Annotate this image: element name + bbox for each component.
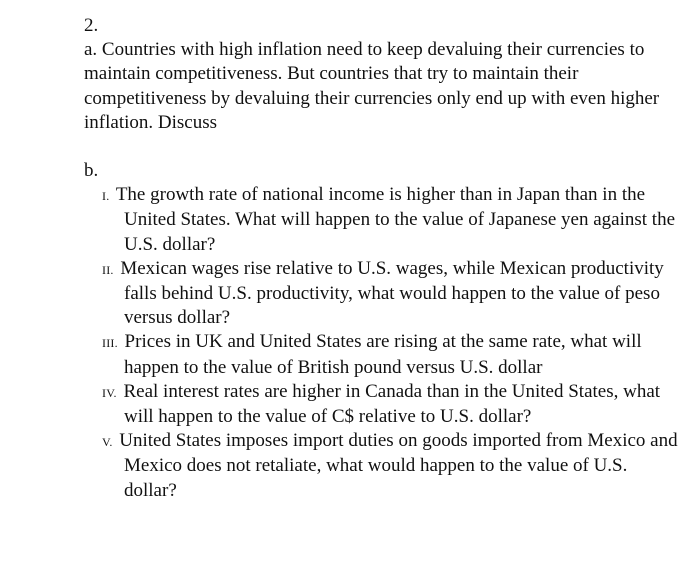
list-item bbox=[102, 380, 684, 429]
question-number: 2. bbox=[84, 15, 99, 36]
part-b-list bbox=[84, 183, 684, 503]
part-a-text: a. Countries with high inflation need to keep devaluing their currencies to maintain competitiveness. But countries that try to maintain their competitiveness by devaluing their currencies only end up with even higher inflation. Discuss bbox=[84, 39, 660, 133]
roman-numeral: III. bbox=[102, 336, 118, 351]
list-item-text: United States imposes import duties on goods imported from Mexico and Mexico does not retaliate, what would happen to the value of U.S. dollar? bbox=[119, 430, 678, 501]
list-item-text: The growth rate of national income is higher than in Japan than in the United States. What will happen to the value of Japanese yen against the U.S. dollar? bbox=[115, 184, 676, 255]
list-item-text: Real interest rates are higher in Canada than in the United States, what will happen to the value of C$ relative to U.S. dollar? bbox=[123, 380, 661, 428]
list-item bbox=[102, 330, 684, 379]
question-document bbox=[84, 14, 684, 503]
list-item bbox=[102, 257, 684, 331]
list-item bbox=[102, 183, 684, 257]
list-item-text: Prices in UK and United States are rising at the same rate, what will happen to the value of British pound versus U.S. dollar bbox=[124, 331, 642, 378]
part-b-label: b. bbox=[84, 160, 99, 182]
roman-numeral: I. bbox=[102, 189, 110, 204]
roman-numeral: IV. bbox=[102, 385, 117, 400]
list-item bbox=[102, 429, 684, 503]
roman-numeral: II. bbox=[102, 262, 114, 277]
list-item-text: Mexican wages rise relative to U.S. wages, while Mexican productivity falls behind U.S. productivity, what would happen to the value of peso versus dollar? bbox=[120, 257, 664, 329]
roman-numeral: V. bbox=[102, 435, 113, 450]
